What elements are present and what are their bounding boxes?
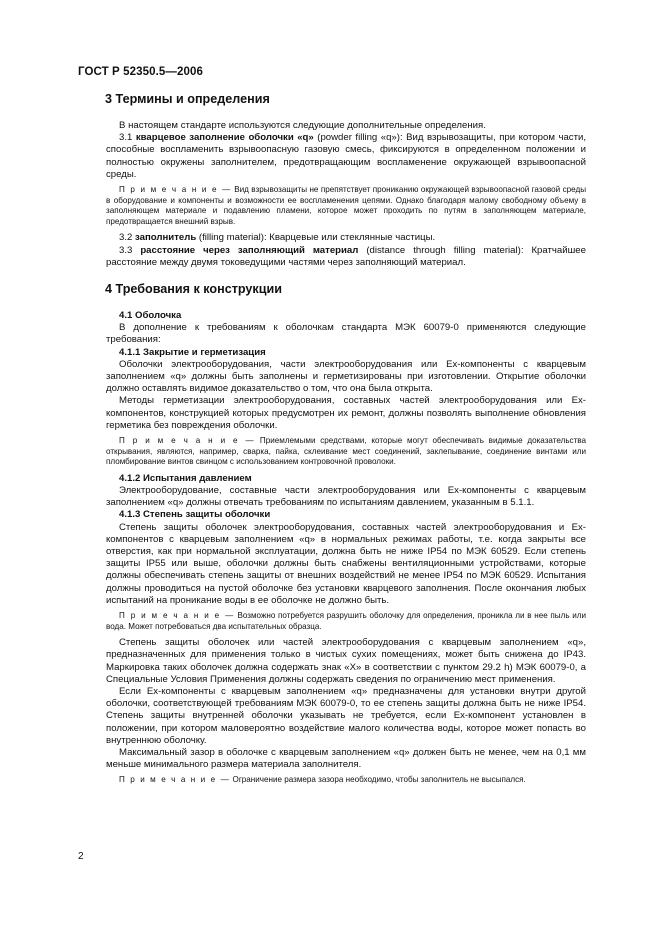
note-2-text: Приемлемыми средствами, которые могут обеспечивать видимые доказательства открывания, являются, например, сварка, пайка, склеивание мест соединений, заклепывание, соединение винтами или пломбирование винтов свинцом с использованием контровочной проволоки. [106,436,586,467]
note-1 [106,185,586,227]
note-1-label: П р и м е ч а н и е — [119,185,232,195]
section-3-intro: В настоящем стандарте используются следующие дополнительные определения. [119,120,486,131]
note-4-text: Ограничение размера зазора необходимо, чтобы заполнитель не высыпался. [230,775,526,785]
note-1-text: Вид взрывозащиты не препятствует прониканию окружающей взрывоопасной газовой среды в оборудование и компоненты и возможности ее воспламенения цепями. Однако благодаря малому свободному объему в заполняющем материале и подавлению пламени, которое может проходить по путям в заполняющем материале, предотвращается внешний взрыв. [106,185,587,226]
note-3-label: П р и м е ч а н и е — [119,611,235,621]
term-3-3 [106,245,586,269]
page-content [106,92,586,791]
subsection-4-1-3-paragraph-2: Степень защиты оболочек или частей электрооборудования с кварцевым заполнением «q», предназначенных для применения только в чистых сухих помещениях, может быть снижена до IP43. Маркировка таких оболочек должна содержать знак «X» в соответствии с пунктом 29.2 h) МЭК 60079-0, а Специальные Условия Применения должны содержать сведения по ограничению мест применения. [106,637,586,685]
note-2 [106,436,586,468]
subsection-4-1-3-paragraph-1: Степень защиты оболочек электрооборудования, составных частей электрооборудования и Ex-компонентов с кварцевым заполнением «q» в нормальных режимах работы, т.е. когда закрыты все отверстия, как при нормальной эксплуатации, должна быть не ниже IP54 по МЭК 60529. Если степень защиты IP55 или выше, оболочки должны быть снабжены вентиляционными устройствами, которые должны обеспечивать степень защиты от внешних воздействий не менее IP54 по МЭК 60529. Испытания должны проводиться на пустой оболочке без установки кварцевого заполнения. После окончания любых испытаний на проникание воды в ее оболочке не должно быть. [106,521,586,606]
subsection-4-1-3-paragraph-3: Если Ex-компоненты с кварцевым заполнением «q» предназначены для установки внутри другой оболочки, соответствующей требованиям МЭК 60079-0, то ее степень защиты должна быть не ниже IP54. Степень защиты внутренней оболочки указывать не требуется, если Ex-компонент установлен в положении, при котором маловероятно воздействие малого количества воды, которое может попасть во внутреннюю оболочку. [106,686,586,746]
term-3-1-number: 3.1 [119,132,133,144]
term-3-2 [106,232,586,244]
term-3-3-number: 3.3 [119,244,133,256]
term-3-2-term: заполнитель [135,232,197,244]
note-3-text: Возможно потребуется разрушить оболочку для определения, проникла ли в нее пыль или вода. Может потребоваться два испытательных образца. [106,611,587,631]
page-number: 2 [78,851,84,862]
term-3-1-term: кварцевое заполнение оболочки «q» [135,132,314,144]
term-3-2-number: 3.2 [119,232,133,244]
note-2-label: П р и м е ч а н и е — [119,436,256,446]
section-4-title: 4 Требования к конструкции [105,282,282,296]
subsection-4-1-1-paragraph-1: Оболочки электрооборудования, части электрооборудования или Ex-компоненты с кварцевым заполнением «q» должны быть заполнены и герметизированы при изготовлении. Открытие оболочки должно оставлять видимое доказательство о том, что она была открыта. [106,358,586,395]
subsection-4-1-text: В дополнение к требованиям к оболочкам стандарта МЭК 60079-0 применяются следующие требования: [106,322,586,346]
subsection-4-1-title: 4.1 Оболочка [119,310,182,321]
term-3-2-text: (filling material): Кварцевые или стеклянные частицы. [196,232,436,244]
term-3-3-term: расстояние через заполняющий материал [140,244,359,256]
subsection-4-1-3-paragraph-4: Максимальный зазор в оболочке с кварцевым заполнением «q» должен быть не менее, чем на 0,1 мм меньше минимального размера материала заполнителя. [106,747,586,771]
note-4-label: П р и м е ч а н и е — [119,775,231,785]
subsection-4-1-2-paragraph-1: Электрооборудование, составные части электрооборудования или Ex-компоненты с кварцевым заполнением «q» должны отвечать требованиям по испытаниям давлением, указанным в 5.1.1. [106,485,586,509]
subsection-4-1-2-title: 4.1.2 Испытания давлением [119,472,252,484]
subsection-4-1-3-title: 4.1.3 Степень защиты оболочки [119,509,271,521]
term-3-1 [106,132,586,181]
note-3 [106,611,586,632]
note-4 [106,775,586,786]
subsection-4-1-1-paragraph-2: Методы герметизации электрооборудования, составных частей электрооборудования или Ex-компонентов, конструкцией которых предусмотрен их ремонт, должны позволять выполнение обновления герметика без повреждения оболочки. [106,395,586,431]
section-3-title: 3 Термины и определения [105,92,270,106]
term-3-1-text: (powder filling «q»): Вид взрывозащиты, при котором части, способные воспламенить взрывоопасную газовую смесь, фиксируются в определенном положении и полностью окружены заполнителем, предотвращающим воспламенение окружающей взрывоопасной среды. [106,132,586,180]
term-3-3-text: (distance through filling material): Кратчайшее расстояние между двумя токоведущими частями через заполняющий материал. [106,244,586,268]
subsection-4-1-1-title: 4.1.1 Закрытие и герметизация [119,346,266,358]
standard-code: ГОСТ Р 52350.5—2006 [78,66,203,78]
